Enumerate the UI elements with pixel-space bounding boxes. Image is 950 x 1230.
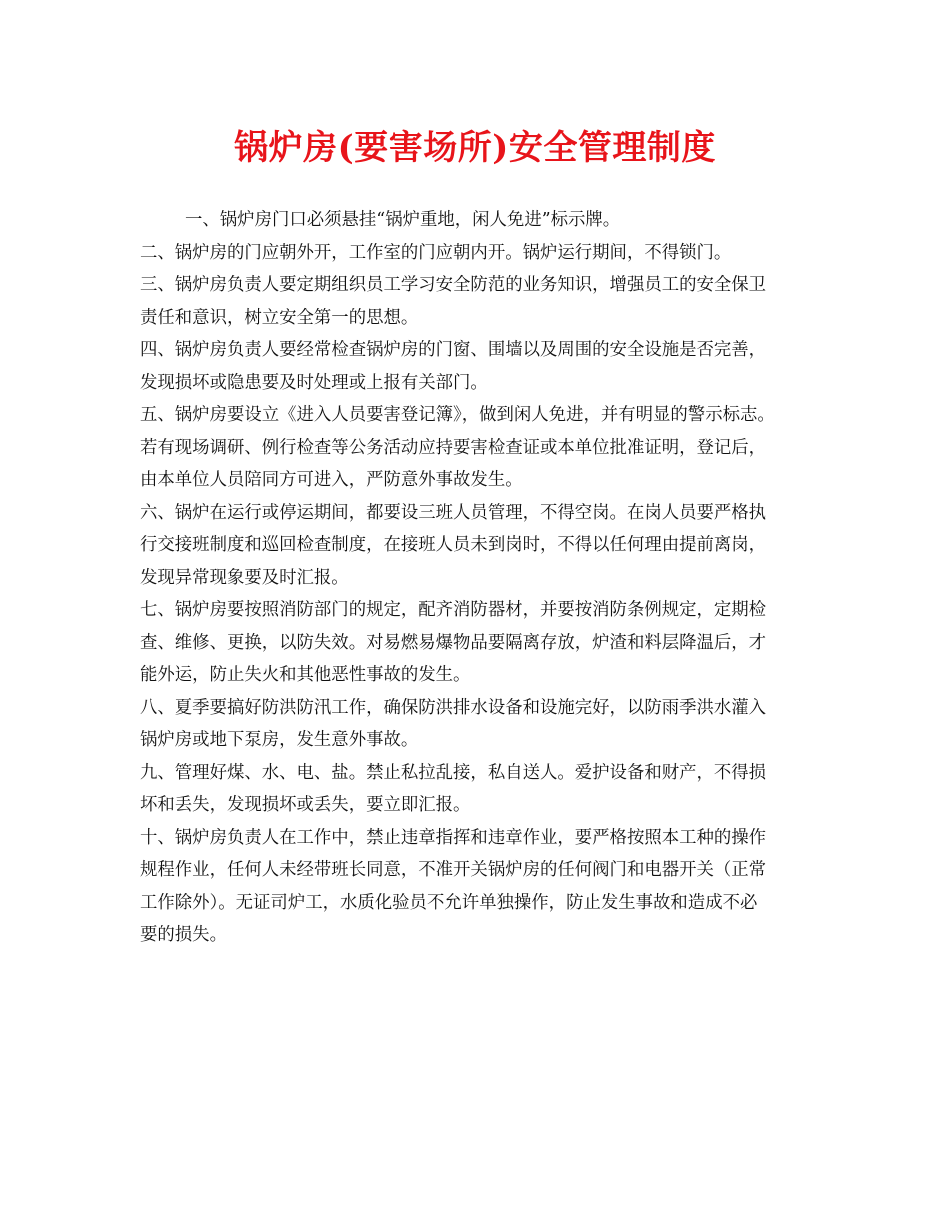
- body-line: 三、锅炉房负责人要定期组织员工学习安全防范的业务知识，增强员工的安全保卫: [140, 275, 767, 295]
- body-line: 十、锅炉房负责人在工作中，禁止违章指挥和违章作业，要严格按照本工种的操作: [140, 827, 767, 848]
- body-line: 责任和意识，树立安全第一的思想。: [140, 307, 419, 328]
- body-line: 六、锅炉在运行或停运期间，都要设三班人员管理，不得空岗。在岗人员要严格执: [140, 502, 767, 523]
- body-line: 查、维修、更换，以防失效。对易燃易爆物品要隔离存放，炉渣和料层降温后，才: [140, 632, 767, 653]
- body-line: 五、锅炉房要设立《进入人员要害登记簿》，做到闲人免进，并有明显的警示标志。: [140, 405, 775, 425]
- body-line: 能外运，防止失火和其他恶性事故的发生。: [140, 665, 471, 685]
- body-line: 若有现场调研、例行检查等公务活动应持要害检查证或本单位批准证明，登记后，: [140, 437, 767, 458]
- body-line: 八、夏季要搞好防洪防汛工作，确保防洪排水设备和设施完好，以防雨季洪水灌入: [140, 697, 767, 718]
- body-line: 坏和丢失，发现损坏或丢失，要立即汇报。: [140, 795, 471, 815]
- body-line: 九、管理好煤、水、电、盐。禁止私拉乱接，私自送人。爱护设备和财产，不得损: [140, 762, 767, 783]
- body-line: 发现损坏或隐患要及时处理或上报有关部门。: [140, 372, 488, 393]
- document-body: [140, 204, 830, 952]
- body-line: 二、锅炉房的门应朝外开，工作室的门应朝内开。锅炉运行期间，不得锁门。: [140, 242, 732, 263]
- body-line: 一、锅炉房门口必须悬挂“锅炉重地，闲人免进”标示牌。: [185, 210, 621, 230]
- body-line: 由本单位人员陪同方可进入，严防意外事故发生。: [140, 470, 523, 490]
- body-line: 锅炉房或地下泵房，发生意外事故。: [140, 730, 419, 750]
- body-line: 发现异常现象要及时汇报。: [140, 567, 349, 588]
- body-line: 要的损失。: [140, 925, 227, 945]
- document-title: 锅炉房(要害场所)安全管理制度: [234, 128, 716, 168]
- body-line: 行交接班制度和巡回检查制度，在接班人员未到岗时，不得以任何理由提前离岗，: [140, 535, 767, 555]
- body-line: 规程作业，任何人未经带班长同意，不准开关锅炉房的任何阀门和电器开关（正常: [140, 860, 767, 880]
- body-line: 七、锅炉房要按照消防部门的规定，配齐消防器材，并要按消防条例规定，定期检: [140, 600, 767, 620]
- body-line: 四、锅炉房负责人要经常检查锅炉房的门窗、围墙以及周围的安全设施是否完善，: [140, 340, 767, 360]
- body-line: 工作除外）。无证司炉工，水质化验员不允许单独操作，防止发生事故和造成不必: [140, 892, 758, 913]
